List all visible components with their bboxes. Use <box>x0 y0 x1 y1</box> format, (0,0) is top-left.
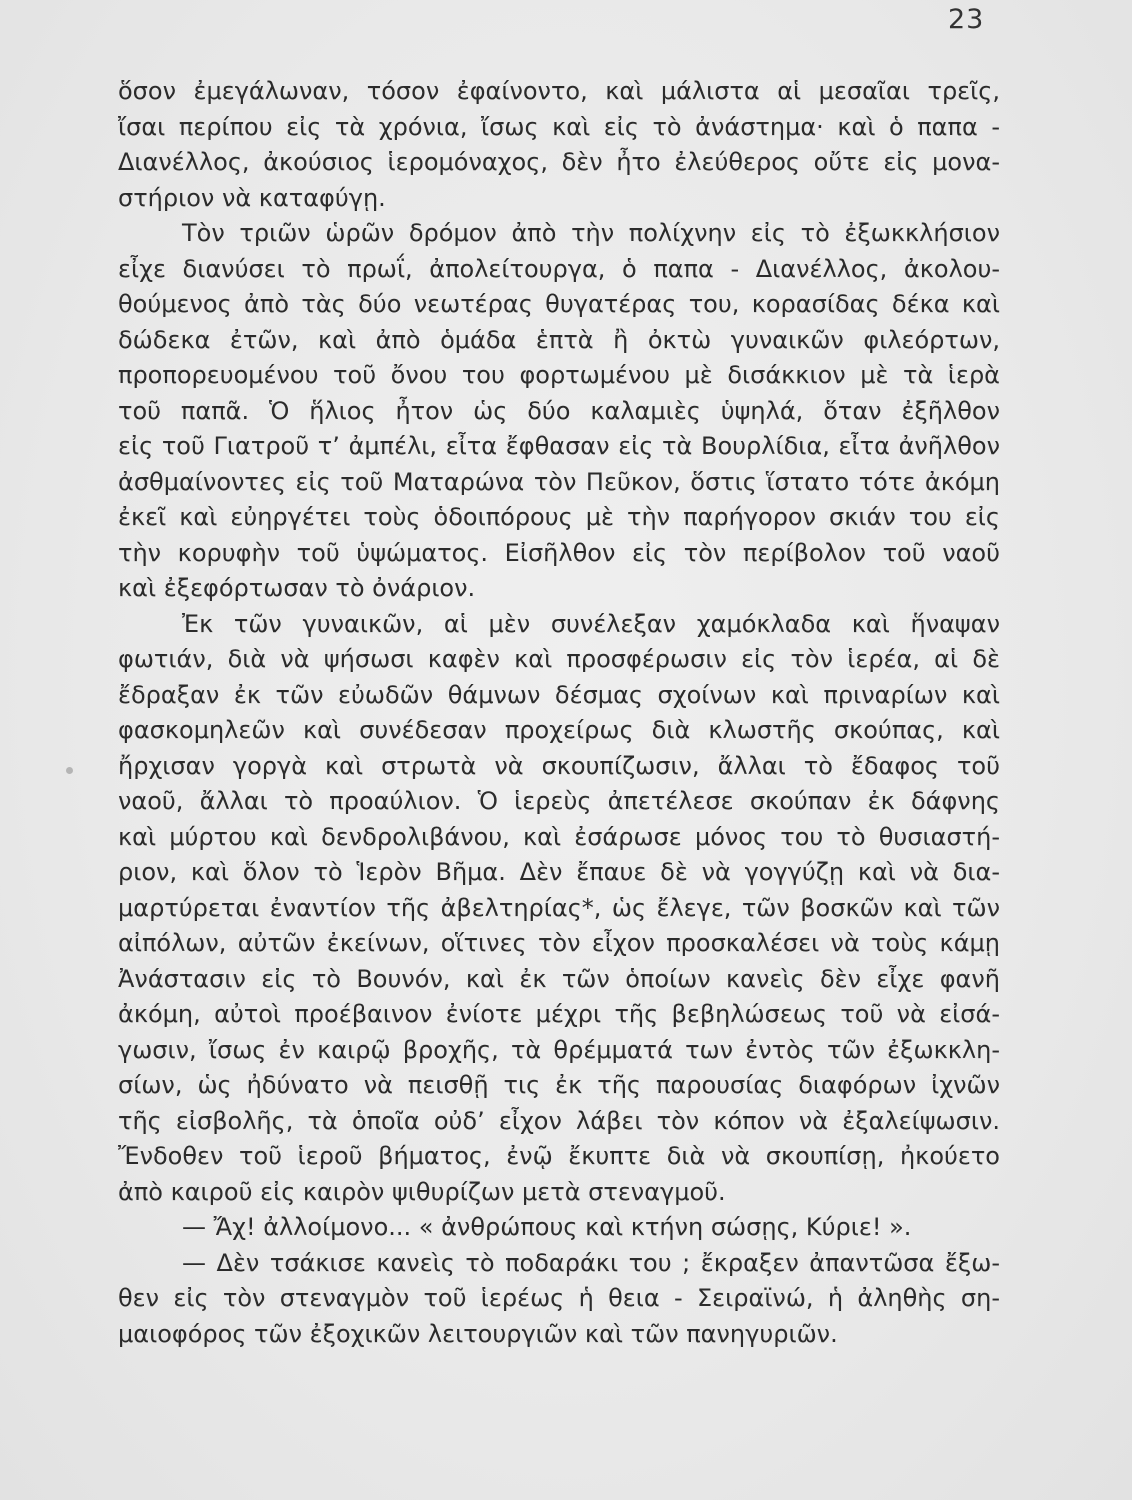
text-line: ἤρχισαν γοργὰ καὶ στρωτὰ νὰ σκουπίζωσιν, ἄλλαι τὸ ἔδαφος τοῦ <box>118 751 1000 780</box>
text-line: καὶ ἐξεφόρτωσαν τὸ ὀνάριον. <box>118 574 476 602</box>
text-line: ριον, καὶ ὅλον τὸ Ἱερὸν Βῆμα. Δὲν ἔπαυε δὲ νὰ γογγύζῃ καὶ νὰ δια- <box>118 858 1000 886</box>
paragraph <box>118 1246 1000 1353</box>
text-line: Τὸν τριῶν ὡρῶν δρόμον ἀπὸ τὴν πολίχνην εἰς τὸ ἐξωκκλήσιον <box>182 219 1000 247</box>
text-line: ἴσαι περίπου εἰς τὰ χρόνια, ἴσως καὶ εἰς τὸ ἀνάστημα· καὶ ὁ παπα - <box>118 112 1000 141</box>
text-line: αἰπόλων, αὐτῶν ἐκείνων, οἵτινες τὸν εἶχον προσκαλέσει νὰ τοὺς κάμῃ <box>118 929 1000 957</box>
text-line: Ἔνδοθεν τοῦ ἱεροῦ βήματος, ἐνῷ ἔκυπτε διὰ νὰ σκουπίσῃ, ἠκούετο <box>118 1142 1000 1170</box>
text-line: ναοῦ, ἄλλαι τὸ προαύλιον. Ὁ ἱερεὺς ἀπετέλεσε σκούπαν ἐκ δάφνης <box>118 787 1000 815</box>
paragraph <box>118 607 1000 1211</box>
text-line: φασκομηλεῶν καὶ συνέδεσαν προχείρως διὰ κλωστῆς σκούπας, καὶ <box>118 716 1000 744</box>
text-line: καὶ μύρτου καὶ δενδρολιβάνου, καὶ ἐσάρωσε μόνος του τὸ θυσιαστή- <box>118 822 1000 851</box>
text-line: μαιοφόρος τῶν ἐξοχικῶν λειτουργιῶν καὶ τῶν πανηγυριῶν. <box>118 1319 838 1348</box>
text-line: προπορευομένου τοῦ ὄνου του φορτωμένου μὲ δισάκκιον μὲ τὰ ἱερὰ <box>118 361 1000 389</box>
text-line: θεν εἰς τὸν στεναγμὸν τοῦ ἱερέως ἡ θεια - Σειραϊνώ, ἡ ἀληθὴς ση- <box>118 1284 1000 1312</box>
body-text <box>118 74 1000 1352</box>
scan-speck <box>66 767 73 774</box>
text-line: ἀσθμαίνοντες εἰς τοῦ Ματαρώνα τὸν Πεῦκον, ὅστις ἵστατο τότε ἀκόμη <box>118 467 1000 496</box>
page-number: 23 <box>948 4 985 35</box>
text-line: Ἀνάστασιν εἰς τὸ Βουνόν, καὶ ἐκ τῶν ὁποίων κανεὶς δὲν εἶχε φανῆ <box>118 964 1000 993</box>
text-line: φωτιάν, διὰ νὰ ψήσωσι καφὲν καὶ προσφέρωσιν εἰς τὸν ἱερέα, αἱ δὲ <box>118 645 1000 673</box>
text-line: δώδεκα ἐτῶν, καὶ ἀπὸ ὁμάδα ἑπτὰ ἢ ὀκτὼ γυναικῶν φιλεόρτων, <box>118 325 1000 354</box>
text-line: τοῦ παπᾶ. Ὁ ἥλιος ἦτον ὡς δύο καλαμιὲς ὑψηλά, ὅταν ἐξῆλθον <box>118 396 1000 425</box>
text-line: ἐκεῖ καὶ εὐηργέτει τοὺς ὁδοιπόρους μὲ τὴν παρήγορον σκιάν του εἰς <box>118 503 1000 531</box>
text-line: εἰς τοῦ Γιατροῦ τ’ ἀμπέλι, εἶτα ἔφθασαν εἰς τὰ Βουρλίδια, εἶτα ἀνῆλθον <box>118 432 1000 460</box>
paragraph <box>118 74 1000 216</box>
text-line: γωσιν, ἴσως ἐν καιρῷ βροχῆς, τὰ θρέμματά των ἐντὸς τῶν ἐξωκκλη- <box>118 1035 1000 1064</box>
text-line: στήριον νὰ καταφύγῃ. <box>118 183 386 212</box>
text-line: θούμενος ἀπὸ τὰς δύο νεωτέρας θυγατέρας του, κορασίδας δέκα καὶ <box>118 290 1000 318</box>
text-line: — Δὲν τσάκισε κανεὶς τὸ ποδαράκι του ; ἔκραξεν ἀπαντῶσα ἔξω- <box>182 1248 1000 1277</box>
paragraph <box>118 216 1000 607</box>
text-line: ἀκόμη, αὐτοὶ προέβαινον ἐνίοτε μέχρι τῆς βεβηλώσεως τοῦ νὰ εἰσά- <box>118 1000 1000 1028</box>
text-line: ἔδραξαν ἐκ τῶν εὐωδῶν θάμνων δέσμας σχοίνων καὶ πριναρίων καὶ <box>118 680 1000 709</box>
text-line: ἀπὸ καιροῦ εἰς καιρὸν ψιθυρίζων μετὰ στεναγμοῦ. <box>118 1177 726 1206</box>
paragraph <box>118 1210 1000 1246</box>
text-line: ὅσον ἐμεγάλωναν, τόσον ἐφαίνοντο, καὶ μάλιστα αἱ μεσαῖαι τρεῖς, <box>118 77 1000 105</box>
text-line: μαρτύρεται ἐναντίον τῆς ἀβελτηρίας*, ὡς ἔλεγε, τῶν βοσκῶν καὶ τῶν <box>118 893 1000 922</box>
text-line: Ἐκ τῶν γυναικῶν, αἱ μὲν συνέλεξαν χαμόκλαδα καὶ ἥναψαν <box>182 609 1000 638</box>
text-line: τῆς εἰσβολῆς, τὰ ὁποῖα οὐδ’ εἶχον λάβει τὸν κόπον νὰ ἐξαλείψωσιν. <box>118 1106 1000 1135</box>
text-line: σίων, ὡς ἠδύνατο νὰ πεισθῇ τις ἐκ τῆς παρουσίας διαφόρων ἰχνῶν <box>118 1071 1000 1099</box>
text-line: Διανέλλος, ἀκούσιος ἱερομόναχος, δὲν ἦτο ἐλεύθερος οὔτε εἰς μονα- <box>118 148 1000 176</box>
text-line: — Ἄχ! ἀλλοίμονο... « ἀνθρώπους καὶ κτήνη σώσῃς, Κύριε! ». <box>182 1213 912 1241</box>
text-line: τὴν κορυφὴν τοῦ ὑψώματος. Εἰσῆλθον εἰς τὸν περίβολον τοῦ ναοῦ <box>118 538 1000 567</box>
text-line: εἶχε διανύσει τὸ πρωΐ, ἀπολείτουργα, ὁ παπα - Διανέλλος, ἀκολου- <box>118 254 1000 283</box>
